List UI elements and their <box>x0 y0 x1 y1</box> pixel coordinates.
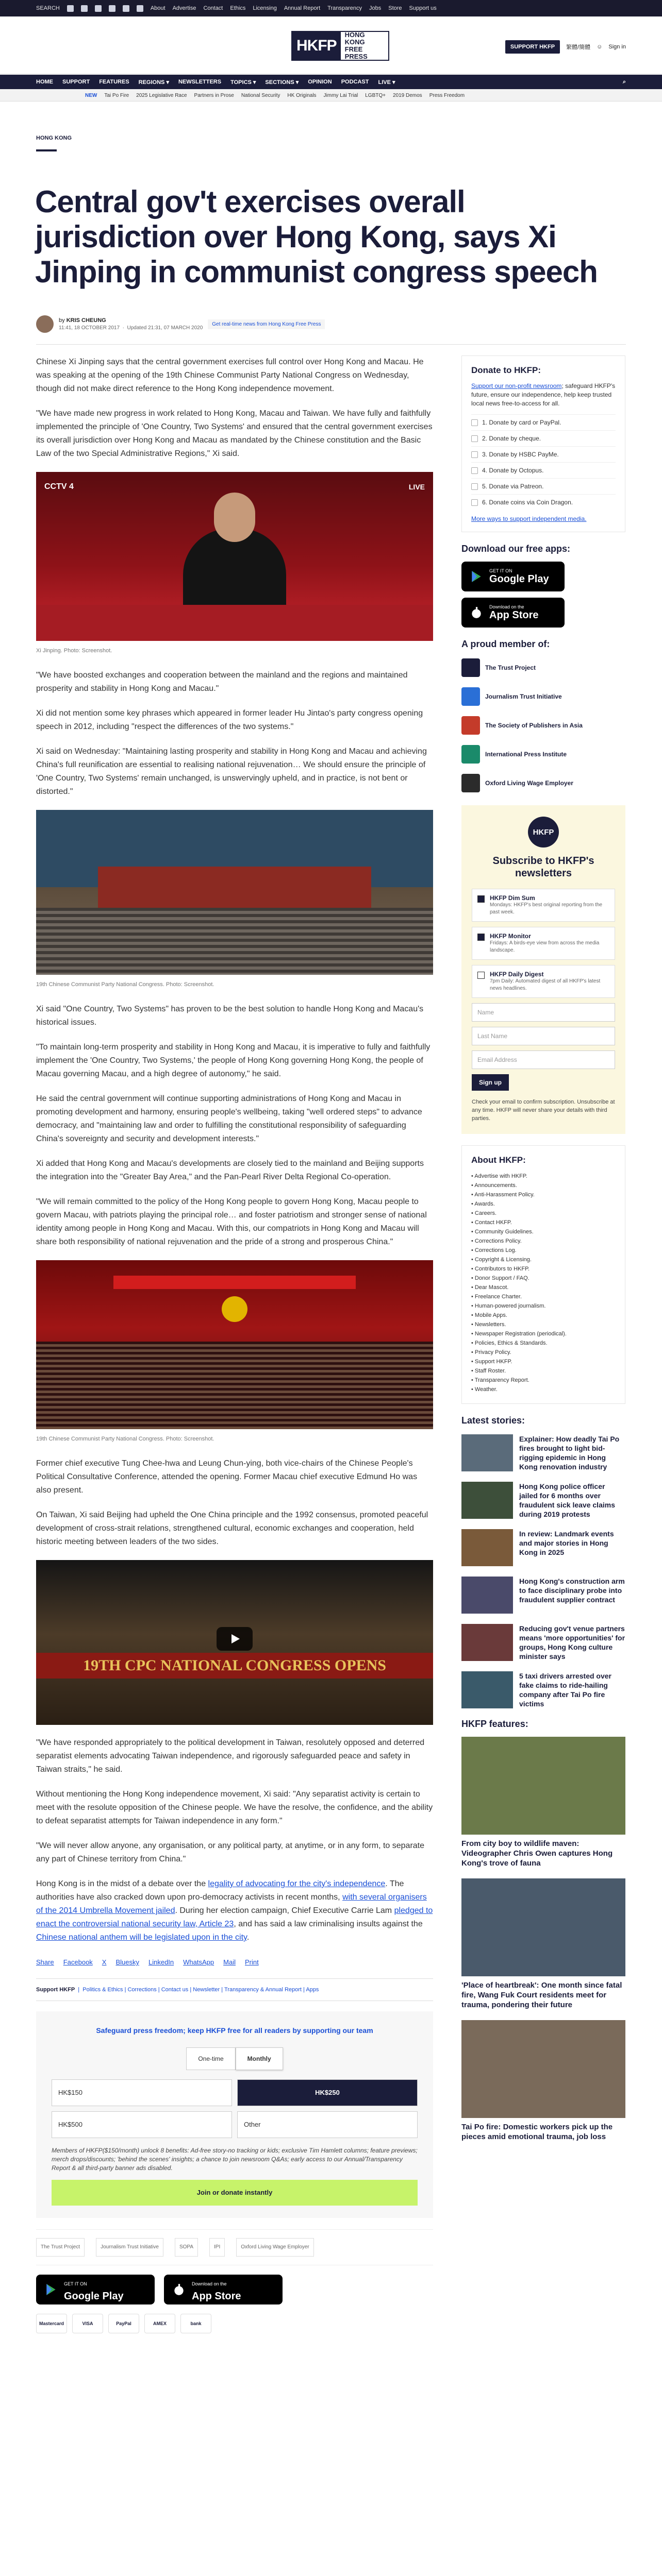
main-nav <box>0 75 662 89</box>
support-hkfp-button[interactable]: SUPPORT HKFP <box>505 40 560 54</box>
payment-icon: AMEX <box>144 2314 175 2333</box>
story-title[interactable]: 5 taxi drivers arrested over fake claims to ride-hailing company after Tai Po fire victims <box>519 1672 611 1708</box>
text: . During her election campaign, Chief Executive Carrie Lam <box>175 1906 394 1915</box>
latest-story[interactable] <box>461 1577 625 1614</box>
figure-caption: 19th Chinese Communist Party National Congress. Photo: Screenshot. <box>36 1436 214 1442</box>
top-link-transparency[interactable]: Transparency <box>327 5 362 11</box>
share-link[interactable]: Bluesky <box>115 1958 139 1966</box>
feature-thumbnail[interactable] <box>461 2020 625 2118</box>
latest-story[interactable] <box>461 1624 625 1661</box>
apple-icon <box>172 2283 186 2296</box>
text: , and has said a law criminalising insults against the <box>234 1920 423 1928</box>
amount-option[interactable]: HK$150 <box>52 2079 232 2106</box>
article-kicker[interactable]: HONG KONG <box>36 135 72 141</box>
about-link[interactable]: • Policies, Ethics & Standards. <box>471 1340 548 1346</box>
email-field[interactable]: Email Address <box>472 1050 615 1069</box>
hkfp-logo[interactable] <box>291 31 389 61</box>
member-logo[interactable] <box>461 657 625 679</box>
ticker-item[interactable]: HK Originals <box>287 92 317 98</box>
story-title[interactable]: Reducing gov't venue partners means 'more opportunities' for groups, Hong Kong culture minister says <box>519 1624 625 1660</box>
newsletter-name: HKFP Monitor <box>490 933 531 940</box>
payment-icon: PayPal <box>108 2314 139 2333</box>
ticker-item[interactable]: LGBTQ+ <box>365 92 386 98</box>
trust-logo[interactable]: Journalism Trust Initiative <box>96 2238 163 2257</box>
trust-logo[interactable]: SOPA <box>175 2238 198 2257</box>
member-title: A proud member of: <box>461 639 550 649</box>
feature-thumbnail[interactable] <box>461 1737 625 1835</box>
app-store-big: App Store <box>192 2291 241 2302</box>
feature-story[interactable] <box>461 1737 625 1868</box>
text: . <box>246 1933 250 1942</box>
share-row <box>36 1956 433 1969</box>
feature-story[interactable] <box>461 2020 625 2142</box>
ticker-item[interactable]: Press Freedom <box>429 92 465 98</box>
story-thumbnail[interactable] <box>461 1434 513 1471</box>
amount-option-other[interactable]: Other <box>237 2111 418 2138</box>
paragraph: "We have responded appropriately to the political development in Taiwan, resolutely opposed and deterred separatist elements advocating Taiwan independence, and rigorously safeguarded peace and safety in Taiwan straits," he said. <box>36 1738 425 1774</box>
trust-logos-row <box>36 2229 433 2265</box>
topic-ticker <box>0 89 662 101</box>
about-link[interactable]: • Careers. <box>471 1210 497 1216</box>
paragraph: Xi said "One Country, Two Systems" has proven to be the best solution to handle Hong Kong and Macau's historical issues. <box>36 1005 424 1027</box>
figure-xi-jinping <box>36 472 433 657</box>
member-logo-icon <box>461 774 480 792</box>
paragraph: "We will remain committed to the policy of the Hong Kong people to govern Hong Kong, Macau people to govern Macau, with patriots playing the principal role… and foster patriotism and stronger sense of national identity among people in Hong Kong and Macau. With this, our compatriots in Hong Kong and Macau will share both responsibility of national rejuvenation and the pride of a strong and prosperous China." <box>36 1197 427 1246</box>
video-banner-text: 19TH CPC NATIONAL CONGRESS OPENS <box>36 1653 433 1679</box>
donate-option-label: 3. Donate by HSBC PayMe. <box>482 451 559 458</box>
newsletter-option[interactable] <box>472 889 615 922</box>
member-logos <box>461 657 625 794</box>
nav-item[interactable]: TOPICS ▾ <box>230 79 256 86</box>
features-title: HKFP features: <box>461 1719 528 1729</box>
app-store-badge[interactable] <box>164 2275 283 2304</box>
ticker-item[interactable]: National Security <box>241 92 280 98</box>
latest-title: Latest stories: <box>461 1415 525 1426</box>
text: . The authorities have also cracked down upon pro-democracy activists in recent months, <box>36 1879 404 1902</box>
nav-item[interactable]: SECTIONS ▾ <box>265 79 299 86</box>
ticker-item[interactable]: Tai Po Fire <box>104 92 129 98</box>
figure-caption: 19th Chinese Communist Party National Congress. Photo: Screenshot. <box>36 981 214 988</box>
top-link-search[interactable]: SEARCH <box>36 5 60 11</box>
search-icon[interactable]: ⌕ <box>622 78 626 85</box>
top-utility-bar <box>0 0 662 16</box>
checkbox-icon[interactable] <box>477 934 485 941</box>
about-link[interactable]: • Announcements. <box>471 1182 517 1189</box>
google-play-small: GET IT ON <box>64 2281 87 2286</box>
paragraph-with-links <box>36 1877 433 1944</box>
newsletter-name: HKFP Dim Sum <box>490 894 535 902</box>
top-link-about[interactable]: About <box>150 5 166 11</box>
latest-story[interactable] <box>461 1529 625 1566</box>
latest-story[interactable] <box>461 1482 625 1519</box>
top-link-licensing[interactable]: Licensing <box>253 5 277 11</box>
publish-date: 11:41, 18 OCTOBER 2017 <box>59 325 120 331</box>
one-time-tab[interactable]: One-time <box>186 2047 235 2070</box>
monthly-tab[interactable]: Monthly <box>236 2047 283 2070</box>
byline-dates: 11:41, 18 OCTOBER 2017 · Updated 21:31, 07 MARCH 2020 <box>59 325 203 331</box>
payment-icon: VISA <box>72 2314 103 2333</box>
byline <box>36 315 325 333</box>
nav-item[interactable]: FEATURES <box>99 79 129 85</box>
about-link[interactable]: • Corrections Log. <box>471 1247 517 1253</box>
mail-icon[interactable] <box>137 5 143 12</box>
inline-link[interactable]: Chinese national anthem will be legislated upon in the city <box>36 1933 247 1942</box>
donate-widget <box>36 2011 433 2218</box>
ticker-items <box>0 89 662 101</box>
app-store-small: Download on the <box>489 604 524 609</box>
paragraph: On Taiwan, Xi said Beijing had upheld the One China principle and the 1992 consensus, promoted peaceful development of cross-strait relations, strengthened cultural, economic exchanges and cooperation, held historic meeting between leaders of the two sides. <box>36 1511 428 1546</box>
story-thumbnail[interactable] <box>461 1577 513 1614</box>
newsletter-desc: 7pm Daily: Automated digest of all HKFP's latest news headlines. <box>490 978 601 991</box>
feature-story[interactable] <box>461 1878 625 2010</box>
about-link[interactable]: • Contributors to HKFP. <box>471 1266 530 1272</box>
about-link[interactable]: • Staff Roster. <box>471 1368 506 1374</box>
figure-caption: Xi Jinping. Photo: Screenshot. <box>36 648 112 654</box>
last-name-field[interactable]: Last Name <box>472 1027 615 1045</box>
check-icon <box>471 483 478 490</box>
site-header <box>0 16 662 74</box>
about-link[interactable]: • Weather. <box>471 1386 498 1393</box>
about-link[interactable]: • Community Guidelines. <box>471 1229 534 1235</box>
figure-congress-stage <box>36 1260 433 1446</box>
top-link-jobs[interactable]: Jobs <box>369 5 382 11</box>
paragraph: Xi did not mention some key phrases which appeared in former leader Hu Jintao's party congress opening speech in 2012, including "respect the differences of the two systems." <box>36 709 423 731</box>
google-play-badge[interactable] <box>461 562 565 591</box>
about-link[interactable]: • Mobile Apps. <box>471 1312 507 1318</box>
photo-xi-jinping[interactable] <box>36 472 433 641</box>
amount-option-selected[interactable]: HK$250 <box>237 2079 418 2106</box>
about-link[interactable]: • Privacy Policy. <box>471 1349 511 1355</box>
about-links <box>471 1172 616 1394</box>
amount-option[interactable]: HK$500 <box>52 2111 232 2138</box>
google-play-big: Google Play <box>64 2291 124 2302</box>
facebook-icon[interactable] <box>67 5 74 12</box>
about-link[interactable]: • Contact HKFP. <box>471 1219 512 1226</box>
donate-option[interactable] <box>471 446 616 462</box>
newsletter-desc: Fridays: A birds-eye view from across the media landscape. <box>490 940 600 953</box>
check-icon <box>471 451 478 458</box>
story-title[interactable]: Explainer: How deadly Tai Po fires brought to light bid-rigging epidemic in Hong Kong renovation industry <box>519 1435 620 1471</box>
newsletter-option[interactable] <box>472 927 615 960</box>
story-title[interactable]: Hong Kong police officer jailed for 6 months over fraudulent sick leave claims during 2019 protests <box>519 1482 615 1518</box>
ticker-item[interactable]: Jimmy Lai Trial <box>323 92 358 98</box>
payment-methods <box>36 2314 433 2333</box>
ticker-item[interactable]: Partners in Prose <box>194 92 234 98</box>
about-link[interactable]: • Copyright & Licensing. <box>471 1257 532 1263</box>
latest-story[interactable] <box>461 1434 625 1471</box>
video-player[interactable] <box>36 1560 433 1725</box>
nav-item[interactable]: NEWSLETTERS <box>178 79 222 85</box>
member-logo-icon <box>461 716 480 735</box>
updated-date: Updated 21:31, 07 MARCH 2020 <box>127 325 203 331</box>
donate-intro <box>471 382 616 408</box>
amount-options <box>52 2079 418 2138</box>
ticker-item[interactable]: 2019 Demos <box>392 92 422 98</box>
newsletter-title: Subscribe to HKFP's newsletters <box>492 855 594 879</box>
member-logo[interactable] <box>461 772 625 794</box>
google-play-icon <box>44 2283 58 2296</box>
about-link[interactable]: • Transparency Report. <box>471 1377 529 1383</box>
about-title: About HKFP: <box>471 1155 526 1165</box>
donate-intro-text: ; safeguard HKFP's future, ensure our independence, help keep trusted local news free-to-access for all. <box>471 382 616 407</box>
play-icon[interactable] <box>217 1627 253 1651</box>
paragraph: Without mentioning the Hong Kong independence movement, Xi said: "Any separatist activity is certain to meet with the resolute opposition of the Chinese people. We have the resolve, the confidence, and the ability to defeat separatist attempts for Taiwan independence in any form." <box>36 1790 433 1825</box>
emblem-icon <box>222 1296 247 1322</box>
member-logo[interactable] <box>461 715 625 736</box>
top-link-ethics[interactable]: Ethics <box>230 5 246 11</box>
donate-option[interactable] <box>471 430 616 446</box>
feature-title[interactable]: From city boy to wildlife maven: Videographer Chris Owen captures Hong Kong's trove of fauna <box>461 1839 613 1868</box>
photo-seats <box>36 908 433 975</box>
newsletter-text <box>490 894 609 916</box>
byline-text <box>59 317 203 331</box>
paragraph: "We will never allow anyone, any organisation, or any political party, at anytime, or in any form, to separate any part of Chinese territory from China." <box>36 1841 425 1863</box>
member-logo-icon <box>461 658 480 677</box>
google-play-big: Google Play <box>489 573 549 585</box>
member-logo[interactable] <box>461 743 625 765</box>
photo-banner <box>113 1276 356 1289</box>
video-embed <box>36 1560 433 1725</box>
share-link[interactable]: Share <box>36 1958 54 1966</box>
about-link[interactable]: • Donor Support / FAQ. <box>471 1275 529 1281</box>
paragraph: Xi added that Hong Kong and Macau's developments are closely tied to the mainland and Beijing supports the integration into the "Greater Bay Area," and the Pan-Pearl River Delta Regional Co-operation. <box>36 1159 424 1181</box>
trust-logo[interactable]: The Trust Project <box>36 2238 85 2257</box>
story-thumbnail[interactable] <box>461 1482 513 1519</box>
newsletter-name: HKFP Daily Digest <box>490 971 544 978</box>
paragraph: Xi said on Wednesday: "Maintaining lasting prosperity and stability in Hong Kong and Macau and achieving China's full reunification are essential to realising national rejuvenation… We should ensure the principle of 'One Country, Two Systems' remain unchanged, is unswervingly upheld, and in practice, is not bent or distorted." <box>36 747 427 796</box>
x-icon[interactable] <box>81 5 88 12</box>
donate-headline: Safeguard press freedom; keep HKFP free for all readers by supporting our team <box>96 2026 373 2035</box>
trust-logo[interactable]: Oxford Living Wage Employer <box>236 2238 313 2257</box>
nav-item[interactable]: PODCAST <box>341 79 369 85</box>
paragraph: "To maintain long-term prosperity and stability in Hong Kong and Macau, it is imperative to fully and faithfully implement the 'One Country, Two Systems,' the people of Hong Kong governing Hong Kong, the people of Macau governing Macau, and a high degree of autonomy," he said. <box>36 1043 431 1078</box>
top-link-advertise[interactable]: Advertise <box>172 5 196 11</box>
app-store-badge[interactable] <box>461 598 565 628</box>
paragraph: Chinese Xi Jinping says that the central government exercises full control over Hong Kong and Macau. He was speaking at the opening of the 19th Chinese Communist Party National Congress on Wednesday, though did not make direct reference to the Hong Kong independence movement. <box>36 358 424 393</box>
footer-links[interactable]: Politics & Ethics | Corrections | Contact us | Newsletter | Transparency & Annual Report | Apps <box>82 1987 319 1993</box>
ticker-new-badge: NEW <box>85 92 97 98</box>
feature-list <box>461 1737 625 2142</box>
donate-option[interactable] <box>471 478 616 494</box>
about-link[interactable]: • Newsletters. <box>471 1321 506 1328</box>
features-box <box>461 1719 625 2142</box>
share-link[interactable]: WhatsApp <box>183 1958 214 1966</box>
top-link-store[interactable]: Store <box>388 5 402 11</box>
photo-desk <box>36 605 433 641</box>
google-play-icon <box>470 570 483 583</box>
logo-words <box>341 31 388 60</box>
nav-item[interactable]: LIVE ▾ <box>378 79 395 86</box>
paragraph: "We have boosted exchanges and cooperation between the mainland and the regions and maintained prosperity and stability in Hong Kong and Macau." <box>36 671 408 693</box>
signin-link[interactable]: Sign in <box>608 44 626 50</box>
latest-story[interactable] <box>461 1671 625 1708</box>
inline-link[interactable]: legality of advocating for the city's independence <box>208 1879 386 1888</box>
donate-options-list <box>471 414 616 510</box>
app-store-row <box>36 2275 433 2304</box>
article-headline: Central gov't exercises overall jurisdiction over Hong Kong, says Xi Jinping in communist congress speech <box>35 184 598 289</box>
nav-item[interactable]: HOME <box>36 79 53 85</box>
donate-option[interactable] <box>471 414 616 430</box>
newsletter-option[interactable] <box>472 965 615 998</box>
top-link-support-us[interactable]: Support us <box>409 5 437 11</box>
trust-logo[interactable]: IPI <box>209 2238 225 2257</box>
first-name-field[interactable]: Name <box>472 1003 615 1022</box>
google-play-badge[interactable] <box>36 2275 155 2304</box>
donate-option-label: 2. Donate by cheque. <box>482 435 541 442</box>
newsletter-options <box>472 889 615 998</box>
share-link[interactable]: LinkedIn <box>148 1958 174 1966</box>
live-badge-icon: LIVE <box>408 483 425 491</box>
story-thumbnail[interactable] <box>461 1529 513 1566</box>
support-hkfp-label[interactable]: Support HKFP <box>36 1987 75 1993</box>
inline-link[interactable]: pledged to enact the controversial national security law, Article 23 <box>36 1906 433 1928</box>
nav-item[interactable]: REGIONS ▾ <box>138 79 169 86</box>
check-icon <box>471 435 478 442</box>
about-link[interactable]: • Human-powered journalism. <box>471 1303 546 1309</box>
about-link[interactable]: • Dear Mascot. <box>471 1284 509 1291</box>
article-body <box>36 355 433 2333</box>
story-thumbnail[interactable] <box>461 1624 513 1661</box>
donate-option[interactable] <box>471 462 616 478</box>
member-name: The Trust Project <box>485 664 536 671</box>
instagram-icon[interactable] <box>95 5 102 12</box>
donate-title: Donate to HKFP: <box>471 365 541 375</box>
member-perks: Members of HKFP($150/month) unlock 8 benefits: Ad-free story-no tracking or kids; exclusive Tim Hamlett columns; feature previews; merch drops/discounts; 'behind the scenes' insights; a chance to join newsroom Q&As; early access to our Annual/Transparency Report & all third-party banner ads disabled. <box>52 2147 418 2172</box>
payment-icon: bank <box>180 2314 211 2333</box>
story-title[interactable]: Hong Kong's construction arm to face disciplinary probe into fraudulent supplier contract <box>519 1577 625 1604</box>
check-icon <box>471 419 478 426</box>
about-link[interactable]: • Anti-Harassment Policy. <box>471 1192 535 1198</box>
newsletter-fineprint: Check your email to confirm subscription. Unsubscribe at any time. HKFP will never share your details with third parties. <box>472 1099 615 1122</box>
photo-stage <box>98 867 371 908</box>
feature-title[interactable]: Tai Po fire: Domestic workers pick up the pieces amid emotional trauma, job loss <box>461 2123 613 2141</box>
by-label: by <box>59 317 65 324</box>
newsletter-text <box>490 971 609 992</box>
latest-stories <box>461 1415 625 1708</box>
photo-congress-hall[interactable] <box>36 810 433 975</box>
newsletter-signup <box>461 805 625 1134</box>
story-title[interactable]: In review: Landmark events and major stories in Hong Kong in 2025 <box>519 1530 614 1556</box>
main-nav-items <box>0 75 662 89</box>
kicker-divider <box>36 149 57 151</box>
youtube-icon[interactable] <box>109 5 115 12</box>
donate-option-label: 4. Donate by Octopus. <box>482 467 544 474</box>
logo-mark: HKFP <box>292 32 341 60</box>
figure-congress-hall <box>36 810 433 991</box>
about-link[interactable]: • Support HKFP. <box>471 1359 512 1365</box>
app-store-big: App Store <box>489 609 539 621</box>
member-name: Oxford Living Wage Employer <box>485 779 573 787</box>
member-logo-icon <box>461 687 480 706</box>
paragraph: He said the central government will continue supporting administrations of Hong Kong and Macau in promoting development and harmony, ensuring people's wellbeing, taking "well ordered steps" to advance democracy, and "maintaining law and order to fulfilling the constitutional responsibility of safeguarding China's sovereignty and security and development interests." <box>36 1094 422 1143</box>
nav-item[interactable]: SUPPORT <box>62 79 90 85</box>
author-name[interactable]: KRIS CHEUNG <box>66 317 106 324</box>
member-logo-icon <box>461 745 480 764</box>
follow-news-tag[interactable]: Get real-time news from Hong Kong Free Press <box>208 319 325 329</box>
signup-button[interactable]: Sign up <box>472 1074 509 1091</box>
about-link[interactable]: • Awards. <box>471 1201 495 1207</box>
photo-rows <box>36 1342 433 1429</box>
cctv-logo-icon: CCTV 4 <box>44 482 74 491</box>
header-divider <box>36 344 626 345</box>
story-thumbnail[interactable] <box>461 1671 513 1708</box>
member-name: International Press Institute <box>485 751 567 758</box>
paragraph: Former chief executive Tung Chee-hwa and Leung Chun-ying, both vice-chairs of the Chinese People's Political Consultative Conference, attended the opening. Former Macau chief executive Edmund Ho was also present. <box>36 1459 418 1495</box>
ticker-item[interactable]: 2025 Legislative Race <box>136 92 187 98</box>
share-link[interactable]: Print <box>244 1958 259 1966</box>
share-link[interactable]: Facebook <box>63 1958 93 1966</box>
logo-words-line2: FREE PRESS <box>344 45 368 60</box>
donate-option-label: 5. Donate via Patreon. <box>482 483 544 490</box>
apps-title: Download our free apps: <box>461 544 571 554</box>
user-icon[interactable]: ☺ <box>597 44 603 50</box>
text: Hong Kong is in the midst of a debate over the <box>36 1879 208 1888</box>
language-switch[interactable]: 繁體/簡體 <box>566 44 591 50</box>
about-link[interactable]: • Freelance Charter. <box>471 1294 522 1300</box>
join-button[interactable]: Join or donate instantly <box>52 2180 418 2206</box>
sidebar <box>461 355 625 2153</box>
donate-option[interactable] <box>471 494 616 510</box>
share-link[interactable]: Mail <box>223 1958 236 1966</box>
about-link[interactable]: • Advertise with HKFP. <box>471 1173 527 1179</box>
member-logo[interactable] <box>461 686 625 707</box>
threads-icon[interactable] <box>123 5 129 12</box>
app-store-small: Download on the <box>192 2281 227 2286</box>
author-avatar <box>36 315 54 333</box>
photo-face <box>214 493 255 542</box>
about-link[interactable]: • Newspaper Registration (periodical). <box>471 1331 567 1337</box>
top-link-contact[interactable]: Contact <box>203 5 223 11</box>
newsletter-text <box>490 933 609 954</box>
paragraph: "We have made new progress in work related to Hong Kong, Macau and Taiwan. We have fully and faithfully implemented the principle of 'One Country, Two Systems' and ensured that the central government exercises its overall jurisdiction over Hong Kong and Macau as mandated by the Chinese constitution and the Basic Law of the two Special Administrative Regions," Xi said. <box>36 409 433 458</box>
feature-title[interactable]: 'Place of heartbreak': One month since fatal fire, Wang Fuk Court residents meet for trauma, pondering their future <box>461 1981 622 2009</box>
share-link[interactable]: X <box>102 1958 107 1966</box>
donate-option-label: 1. Donate by card or PayPal. <box>482 419 561 426</box>
header-actions <box>505 40 626 54</box>
feature-thumbnail[interactable] <box>461 1878 625 1976</box>
top-utility-links <box>0 0 662 16</box>
check-icon <box>471 499 478 506</box>
donate-intro-link[interactable]: Support our non-profit newsroom <box>471 382 562 389</box>
newsletter-desc: Mondays: HKFP's best original reporting from the past week. <box>490 902 603 915</box>
apple-icon <box>470 606 483 619</box>
donate-sidebar-box <box>461 355 625 532</box>
member-name: Journalism Trust Initiative <box>485 693 562 700</box>
photo-congress-stage[interactable] <box>36 1260 433 1429</box>
about-link[interactable]: • Corrections Policy. <box>471 1238 522 1244</box>
footer-links-bar: Support HKFP | Politics & Ethics | Corrections | Contact us | Newsletter | Transparency & Annual Report | Apps <box>36 1978 433 2001</box>
checkbox-icon[interactable] <box>477 895 485 903</box>
nav-item[interactable]: OPINION <box>308 79 332 85</box>
inline-link[interactable]: with several organisers of the 2014 Umbrella Movement jailed <box>36 1893 427 1915</box>
checkbox-icon[interactable] <box>477 972 485 979</box>
frequency-toggle <box>52 2047 418 2070</box>
member-name: The Society of Publishers in Asia <box>485 722 583 729</box>
check-icon <box>471 467 478 474</box>
latest-list <box>461 1434 625 1708</box>
more-ways-link[interactable]: More ways to support independent media. <box>471 515 587 522</box>
about-box <box>461 1145 625 1404</box>
top-link-annual-report[interactable]: Annual Report <box>284 5 321 11</box>
hkfp-badge-icon: HKFP <box>528 817 559 848</box>
payment-icon: Mastercard <box>36 2314 67 2333</box>
donate-option-label: 6. Donate coins via Coin Dragon. <box>482 499 573 506</box>
google-play-small: GET IT ON <box>489 568 512 573</box>
logo-words-line1: HONG KONG <box>344 31 365 46</box>
